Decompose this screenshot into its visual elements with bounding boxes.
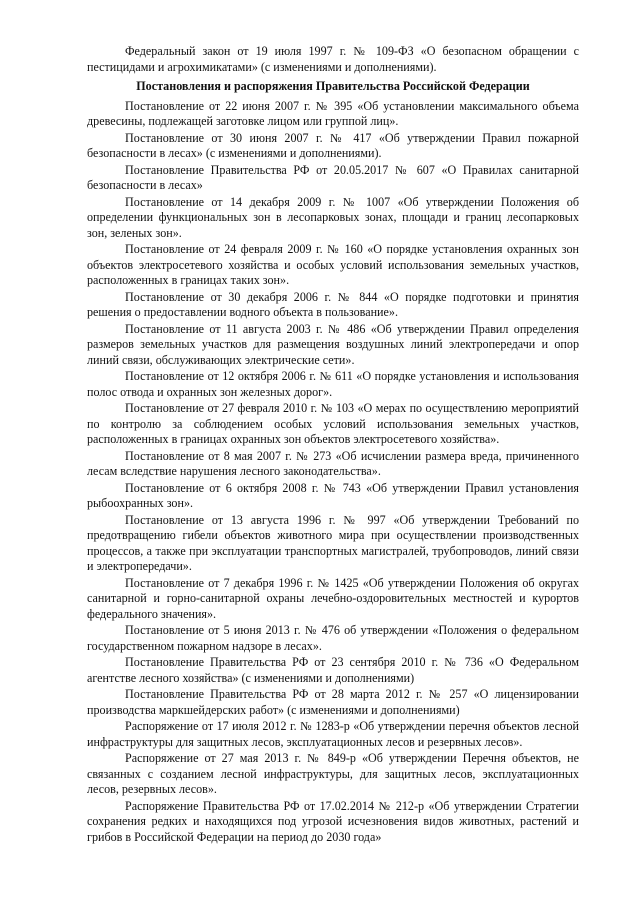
paragraph-resolution-103: Постановление от 27 февраля 2010 г. № 103 «О мерах по осуществлению мероприятий по контролю за соблюдением особых условий использования земельных участков, расположенных в границах охранных зон объектов электросетевого хозяйства». [87, 401, 579, 446]
paragraph-resolution-395: Постановление от 22 июня 2007 г. № 395 «Об установлении максимального объема древесины, подлежащей заготовке лицом или группой лиц». [87, 98, 579, 128]
paragraph-resolution-743: Постановление от 6 октября 2008 г. № 743 «Об утверждении Правил установления рыбоохранных зон». [87, 480, 579, 510]
paragraph-resolution-611: Постановление от 12 октября 2006 г. № 611 «О порядке установления и использования полос отвода и охранных зон железных дорог». [87, 369, 579, 399]
paragraph-order-849-r: Распоряжение от 27 мая 2013 г. № 849-р «Об утверждении Перечня объектов, не связанных с созданием лесной инфраструктуры, для защитных лесов, эксплуатационных лесов, резервных лесов». [87, 751, 579, 796]
paragraph-resolution-486: Постановление от 11 августа 2003 г. № 486 «Об утверждении Правил определения размеров земельных участков для размещения воздушных линий электропередачи и опор линий связи, обслуживающих электрические сети». [87, 321, 579, 367]
paragraph-federal-law-109: Федеральный закон от 19 июля 1997 г. № 109-ФЗ «О безопасном обращении с пестицидами и агрохимикатами» (с изменениями и дополнениями). [87, 44, 579, 74]
section-heading: Постановления и распоряжения Правительства Российской Федерации [136, 79, 530, 93]
paragraph-resolution-476: Постановление от 5 июня 2013 г. № 476 об утверждении «Положения о федеральном государственном пожарном надзоре в лесах». [87, 623, 579, 653]
paragraph-resolution-736: Постановление Правительства РФ от 23 сентября 2010 г. № 736 «О Федеральном агентстве лесного хозяйства» (с изменениями и дополнениями) [87, 655, 579, 685]
paragraph-resolution-160: Постановление от 24 февраля 2009 г. № 160 «О порядке установления охранных зон объектов электросетевого хозяйства и особых условий использования земельных участков, расположенных в границах таких зон». [87, 242, 579, 287]
paragraph-resolution-844: Постановление от 30 декабря 2006 г. № 844 «О порядке подготовки и принятия решения о предоставлении водного объекта в пользование». [87, 289, 579, 319]
paragraph-resolution-1425: Постановление от 7 декабря 1996 г. № 1425 «Об утверждении Положения об округах санитарной и горно-санитарной охраны лечебно-оздоровительных местностей и курортов федерального значения». [87, 575, 579, 621]
paragraph-resolution-1007: Постановление от 14 декабря 2009 г. № 1007 «Об утверждении Положения об определении функциональных зон в лесопарковых зонах, площади и границ лесопарковых зон, зеленых зон». [87, 194, 579, 240]
paragraph-order-212-r: Распоряжение Правительства РФ от 17.02.2014 № 212-р «Об утверждении Стратегии сохранения редких и находящихся под угрозой исчезновения видов животных, растений и грибов в Российской Федерации на период до 2030 года» [87, 798, 579, 844]
paragraph-resolution-997: Постановление от 13 августа 1996 г. № 997 «Об утверждении Требований по предотвращению гибели объектов животного мира при осуществлении производственных процессов, а также при эксплуатации транспортных магистралей, трубопроводов, линий связи и электропередачи». [87, 512, 579, 573]
paragraph-order-1283-r: Распоряжение от 17 июля 2012 г. № 1283-р «Об утверждении перечня объектов лесной инфраструктуры для защитных лесов, эксплуатационных лесов и резервных лесов». [87, 719, 579, 749]
paragraph-resolution-417: Постановление от 30 июня 2007 г. № 417 «Об утверждении Правил пожарной безопасности в лесах» (с изменениями и дополнениями). [87, 130, 579, 160]
document-page [87, 44, 579, 846]
paragraph-resolution-273: Постановление от 8 мая 2007 г. № 273 «Об исчислении размера вреда, причиненного лесам вследствие нарушения лесного законодательства». [87, 448, 579, 478]
paragraph-resolution-257: Постановление Правительства РФ от 28 марта 2012 г. № 257 «О лицензировании производства маркшейдерских работ» (с изменениями и дополнениями) [87, 687, 579, 717]
paragraph-resolution-607: Постановление Правительства РФ от 20.05.2017 № 607 «О Правилах санитарной безопасности в лесах» [87, 162, 579, 192]
